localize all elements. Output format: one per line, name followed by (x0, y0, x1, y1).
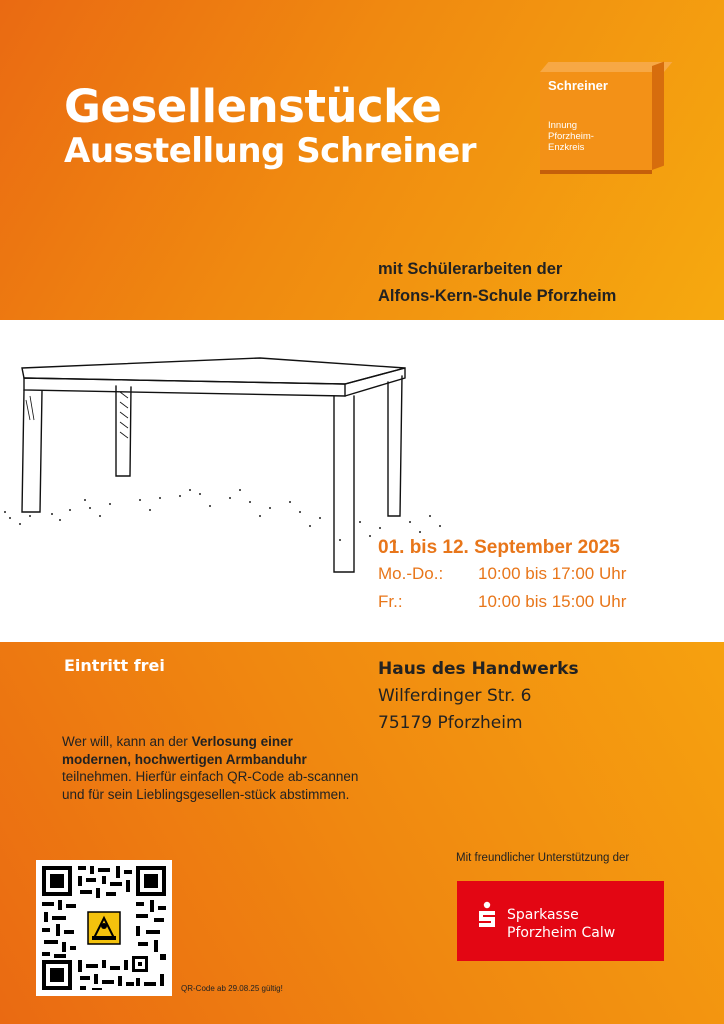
raffle-text (62, 733, 362, 803)
hours-time: 10:00 bis 17:00 Uhr (478, 564, 627, 583)
logo-subtitle (548, 120, 594, 153)
venue-street: Wilferdinger Str. 6 (378, 686, 532, 706)
hours-time: 10:00 bis 15:00 Uhr (478, 592, 627, 611)
sparkasse-line-2: Pforzheim Calw (507, 925, 616, 941)
opening-dates (378, 536, 626, 616)
venue-name: Haus des Handwerks (378, 659, 579, 679)
logo-shadow (540, 170, 652, 174)
logo-sub-line-1: Innung (548, 120, 578, 131)
sparkasse-line-1: Sparkasse (507, 907, 579, 923)
school-note (378, 256, 616, 310)
hours-row (378, 588, 626, 616)
raffle-highlight: Verlosung einer modernen, hochwertigen Armbanduhr (62, 734, 307, 767)
school-line-2: Alfons-Kern-Schule Pforzheim (378, 287, 617, 305)
qr-code[interactable] (36, 860, 172, 996)
schreiner-innung-logo (536, 62, 664, 174)
school-line-1: mit Schülerarbeiten der (378, 260, 563, 278)
venue-address (378, 656, 579, 737)
title-line-1: Gesellenstücke (64, 80, 442, 133)
poster-title (64, 82, 476, 170)
raffle-rest: teilnehmen. Hierfür einfach QR-Code ab-scannen und für sein Lieblingsgesellen-stück abstimmen. (62, 769, 359, 802)
logo-sub-line-3: Enzkreis (548, 142, 585, 153)
support-text: Mit freundlicher Unterstützung der (456, 852, 630, 864)
logo-side-face (652, 62, 664, 170)
hours-row (378, 560, 626, 588)
sparkasse-logo (457, 881, 664, 961)
qr-validity-note: QR-Code ab 29.08.25 gültig! (181, 984, 283, 993)
logo-name: Schreiner (548, 78, 608, 93)
sparkasse-logo-icon (475, 901, 499, 931)
date-range: 01. bis 12. September 2025 (378, 537, 620, 558)
free-entry-label: Eintritt frei (64, 656, 165, 675)
hours-days: Mo.-Do.: (378, 564, 444, 583)
venue-city: 75179 Pforzheim (378, 713, 523, 733)
raffle-intro: Wer will, kann an der (62, 734, 192, 749)
title-line-2: Ausstellung Schreiner (64, 131, 477, 171)
hours-days: Fr.: (378, 592, 403, 611)
logo-sub-line-2: Pforzheim- (548, 131, 594, 142)
qr-code-icon (36, 860, 172, 996)
sparkasse-name (507, 906, 615, 942)
